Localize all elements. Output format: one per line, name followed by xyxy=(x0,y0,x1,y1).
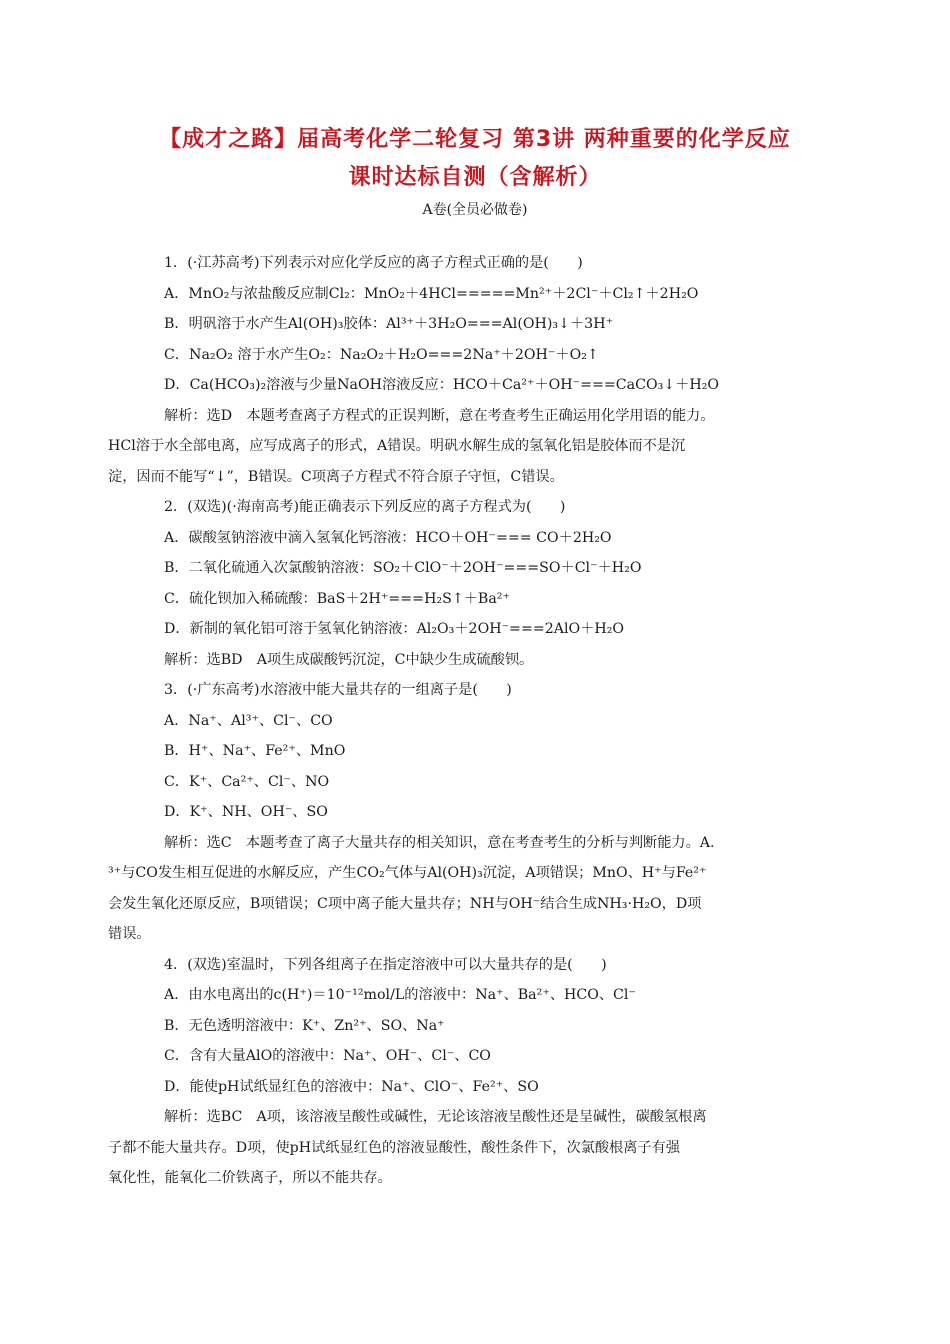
question-2-option-c: C．硫化钡加入稀硫酸：BaS＋2H⁺===H₂S↑＋Ba²⁺ xyxy=(164,590,510,607)
question-3-option-b: B．H⁺、Na⁺、Fe²⁺、MnO xyxy=(164,743,346,759)
section-subtitle: A卷(全员必做卷) xyxy=(422,202,528,218)
question-4-option-c: C．含有大量AlO的溶液中：Na⁺、OH⁻、Cl⁻、CO xyxy=(164,1048,491,1064)
question-1-stem: 1．(·江苏高考)下列表示对应化学反应的离子方程式正确的是( ) xyxy=(164,255,583,271)
question-1-option-c: C．Na₂O₂ 溶于水产生O₂：Na₂O₂＋H₂O===2Na⁺＋2OH⁻＋O₂↑ xyxy=(164,346,599,363)
question-3-option-d: D．K⁺、NH、OH⁻、SO xyxy=(164,804,328,820)
question-1-analysis-line3: 淀，因而不能写“↓”，B错误。C项离子方程式不符合原子守恒，C错误。 xyxy=(108,468,564,485)
document-body xyxy=(108,248,816,1194)
question-4-stem: 4．(双选)室温时，下列各组离子在指定溶液中可以大量共存的是( ) xyxy=(164,956,607,973)
question-1-analysis-line1: 解析：选D 本题考查离子方程式的正误判断，意在考查考生正确运用化学用语的能力。 xyxy=(164,407,715,424)
question-4-option-b: B．无色透明溶液中：K⁺、Zn²⁺、SO、Na⁺ xyxy=(164,1017,445,1034)
question-3-stem: 3．(·广东高考)水溶液中能大量共存的一组离子是( ) xyxy=(164,682,512,698)
question-2-option-a: A．碳酸氢钠溶液中滴入氢氧化钙溶液：HCO＋OH⁻=== CO＋2H₂O xyxy=(164,529,612,546)
question-2-analysis: 解析：选BD A项生成碳酸钙沉淀，C中缺少生成硫酸钡。 xyxy=(164,651,534,668)
document-title-line1: 【成才之路】届高考化学二轮复习 第3讲 两种重要的化学反应 xyxy=(159,127,791,152)
question-4-analysis-line2: 子都不能大量共存。D项，使pH试纸显红色的溶液显酸性，酸性条件下，次氯酸根离子有强 xyxy=(108,1139,680,1156)
question-3-analysis-line3: 会发生氧化还原反应，B项错误；C项中离子能大量共存；NH与OH⁻结合生成NH₃·H₂O，D项 xyxy=(108,895,702,912)
question-3-option-c: C．K⁺、Ca²⁺、Cl⁻、NO xyxy=(164,773,330,790)
question-4-option-a: A．由水电离出的c(H⁺)＝10⁻¹²mol/L的溶液中：Na⁺、Ba²⁺、HCO、Cl⁻ xyxy=(164,987,636,1003)
question-4-analysis-line1: 解析：选BC A项，该溶液呈酸性或碱性，无论该溶液呈酸性还是呈碱性，碳酸氢根离 xyxy=(164,1109,707,1125)
question-1-option-d: D．Ca(HCO₃)₂溶液与少量NaOH溶液反应：HCO＋Ca²⁺＋OH⁻===CaCO₃↓＋H₂O xyxy=(164,377,720,393)
question-1-option-a: A．MnO₂与浓盐酸反应制Cl₂：MnO₂＋4HCl=====Mn²⁺＋2Cl⁻＋Cl₂↑＋2H₂O xyxy=(164,285,699,302)
question-1-option-b: B．明矾溶于水产生Al(OH)₃胶体：Al³⁺＋3H₂O===Al(OH)₃↓＋3H⁺ xyxy=(164,316,614,332)
question-4-analysis-line3: 氧化性，能氧化二价铁离子，所以不能共存。 xyxy=(108,1170,392,1186)
question-2-option-d: D．新制的氧化铝可溶于氢氧化钠溶液：Al₂O₃＋2OH⁻===2AlO＋H₂O xyxy=(164,621,625,637)
question-4-option-d: D．能使pH试纸显红色的溶液中：Na⁺、ClO⁻、Fe²⁺、SO xyxy=(164,1078,539,1095)
question-2-stem: 2．(双选)(·海南高考)能正确表示下列反应的离子方程式为( ) xyxy=(164,499,566,515)
document-title-line2: 课时达标自测（含解析） xyxy=(348,165,602,190)
question-3-option-a: A．Na⁺、Al³⁺、Cl⁻、CO xyxy=(164,712,333,729)
question-1-analysis-line2: HCl溶于水全部电离，应写成离子的形式，A错误。明矾水解生成的氢氧化铝是胶体而不是沉 xyxy=(108,438,686,454)
question-3-analysis-line2: ³⁺与CO发生相互促进的水解反应，产生CO₂气体与Al(OH)₃沉淀，A项错误；MnO、H⁺与Fe²⁺ xyxy=(108,865,707,881)
question-3-analysis-line1: 解析：选C 本题考查了离子大量共存的相关知识，意在考查考生的分析与判断能力。A. xyxy=(164,834,715,851)
question-3-analysis-line4: 错误。 xyxy=(108,926,151,942)
question-2-option-b: B．二氧化硫通入次氯酸钠溶液：SO₂＋ClO⁻＋2OH⁻===SO＋Cl⁻＋H₂O xyxy=(164,560,642,576)
